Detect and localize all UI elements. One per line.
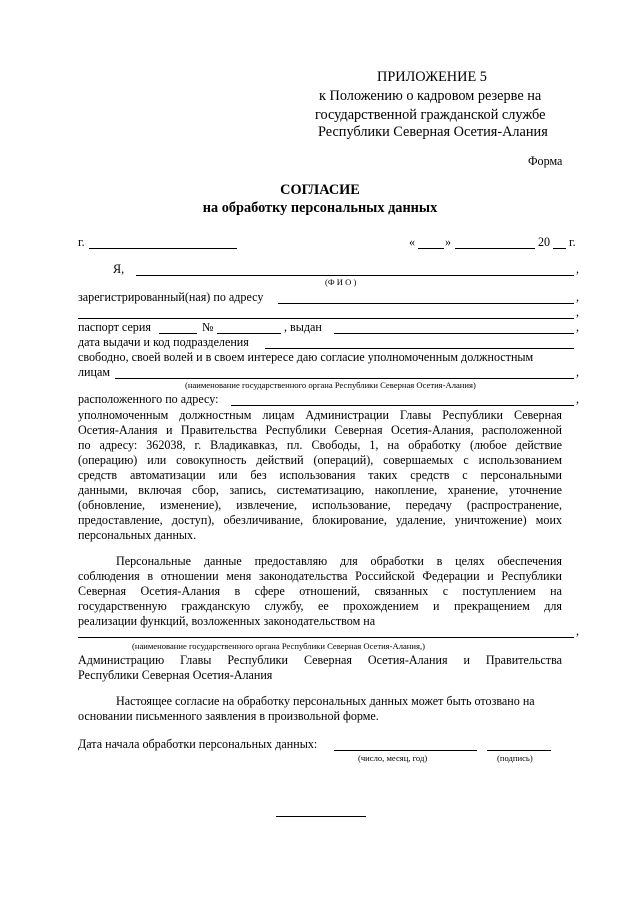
year-field[interactable] [553,248,566,249]
date-caption: (число, месяц, год) [358,753,428,763]
passport-issued-field[interactable] [334,333,574,334]
para1-line: (обновление, изменение), извлечение, использование, передачу (распространение, [78,498,562,512]
admin-last: Республики Северная Осетия-Алания [78,668,273,682]
fio-field[interactable] [136,275,574,276]
para2-line: государственную гражданскую службу, ее прохождением и прекращением для [78,599,562,613]
para3-line-2: основании письменного заявления в произвольной форме. [78,709,379,723]
located-comma: , [576,392,580,406]
registered-label: зарегистрированный(ная) по адресу [78,290,264,304]
year-suffix: г. [569,235,576,249]
appendix-title: ПРИЛОЖЕНИЕ 5 [377,69,487,85]
bottom-divider [276,816,366,817]
document-subtitle: на обработку персональных данных [202,200,438,216]
org-caption-1: (наименование государственного органа Республики Северная Осетия-Алания) [185,380,476,390]
para1-line: Осетия-Алания и Правительства Республики Северная Осетия-Алания, расположенной [78,423,562,437]
passport-comma: , [576,320,580,334]
registered-address-field[interactable] [278,303,574,304]
appendix-line-1: к Положению о кадровом резерве на [319,88,542,104]
passport-date-code-label: дата выдачи и код подразделения [78,335,249,349]
org-caption-2: (наименование государственного органа Республики Северная Осетия-Алания,) [132,641,425,651]
appendix-line-2: государственной гражданской службе [315,107,546,123]
para1-line: данными, включая сбор, запись, систематизацию, накопление, хранение, уточнение [78,483,562,497]
consent-intro: свободно, своей волей и в своем интересе даю согласие уполномоченным должностным [78,350,534,364]
para2-last: реализации функций, возложенных законодательством на [78,614,376,628]
passport-number-field[interactable] [217,333,281,334]
year-prefix: 20 [538,235,551,249]
para2-line: соблюдения в отношении меня законодательства Российской Федерации и Республики [78,569,562,583]
located-address-field[interactable] [231,405,574,406]
passport-series-label: паспорт серия [78,320,151,334]
government-body-field[interactable] [115,378,574,379]
para1-line: (операцию) или совокупность действий (операций), совершаемых с использованием [78,453,562,467]
para1-last: персональных данных. [78,528,197,542]
para3-line-1: Настоящее согласие на обработку персональных данных может быть отозвано на [116,694,535,708]
passport-series-field[interactable] [159,333,197,334]
para1-line: уполномоченным должностным лицам Администрации Главы Республики Северная [78,408,562,422]
passport-date-code-field[interactable] [265,348,574,349]
quote-open: « [409,235,416,249]
registered-address-field-2[interactable] [78,318,574,319]
sign-caption: (подпись) [497,753,533,763]
signature-field[interactable] [487,750,551,751]
para1-line: по адресу: 362038, г. Владикавказ, пл. Свободы, 1, на обработку (любое действие [78,438,562,452]
start-date-field[interactable] [334,750,477,751]
quote-close: » [445,235,452,249]
para1-line: предоставление, доступ), обезличивание, блокирование, удаление, уничтожение) моих [78,513,562,527]
fio-comma: , [576,262,580,276]
city-prefix: г. [78,235,85,249]
para1-line: средств автоматизации или без использования таких средств с персональными [78,468,562,482]
fio-caption: (Ф И О ) [325,277,357,287]
para2-line: Северная Осетия-Алания в сфере отношений, связанных с поступлением на [78,584,562,598]
org-field-comma: , [576,624,580,638]
day-field[interactable] [418,248,444,249]
para2-line: Персональные данные предоставляю для обработки в целях обеспечения [116,554,562,568]
month-field[interactable] [455,248,535,249]
ya-label: Я, [113,262,125,276]
government-body-field-2[interactable] [78,637,574,638]
passport-number-label: № [202,320,214,334]
located-label: расположенного по адресу: [78,392,219,406]
city-field[interactable] [89,248,237,249]
document-title: СОГЛАСИЕ [280,182,360,198]
registered-comma-2: , [576,305,580,319]
admin-line: Администрацию Главы Республики Северная Осетия-Алания и Правительства [78,653,562,667]
registered-comma: , [576,290,580,304]
appendix-line-3: Республики Северная Осетия-Алания [318,124,548,140]
persons-label: лицам [78,365,111,379]
persons-comma: , [576,365,580,379]
form-label: Форма [528,154,563,168]
passport-issued-label: , выдан [284,320,322,334]
start-date-label: Дата начала обработки персональных данных: [78,737,318,751]
